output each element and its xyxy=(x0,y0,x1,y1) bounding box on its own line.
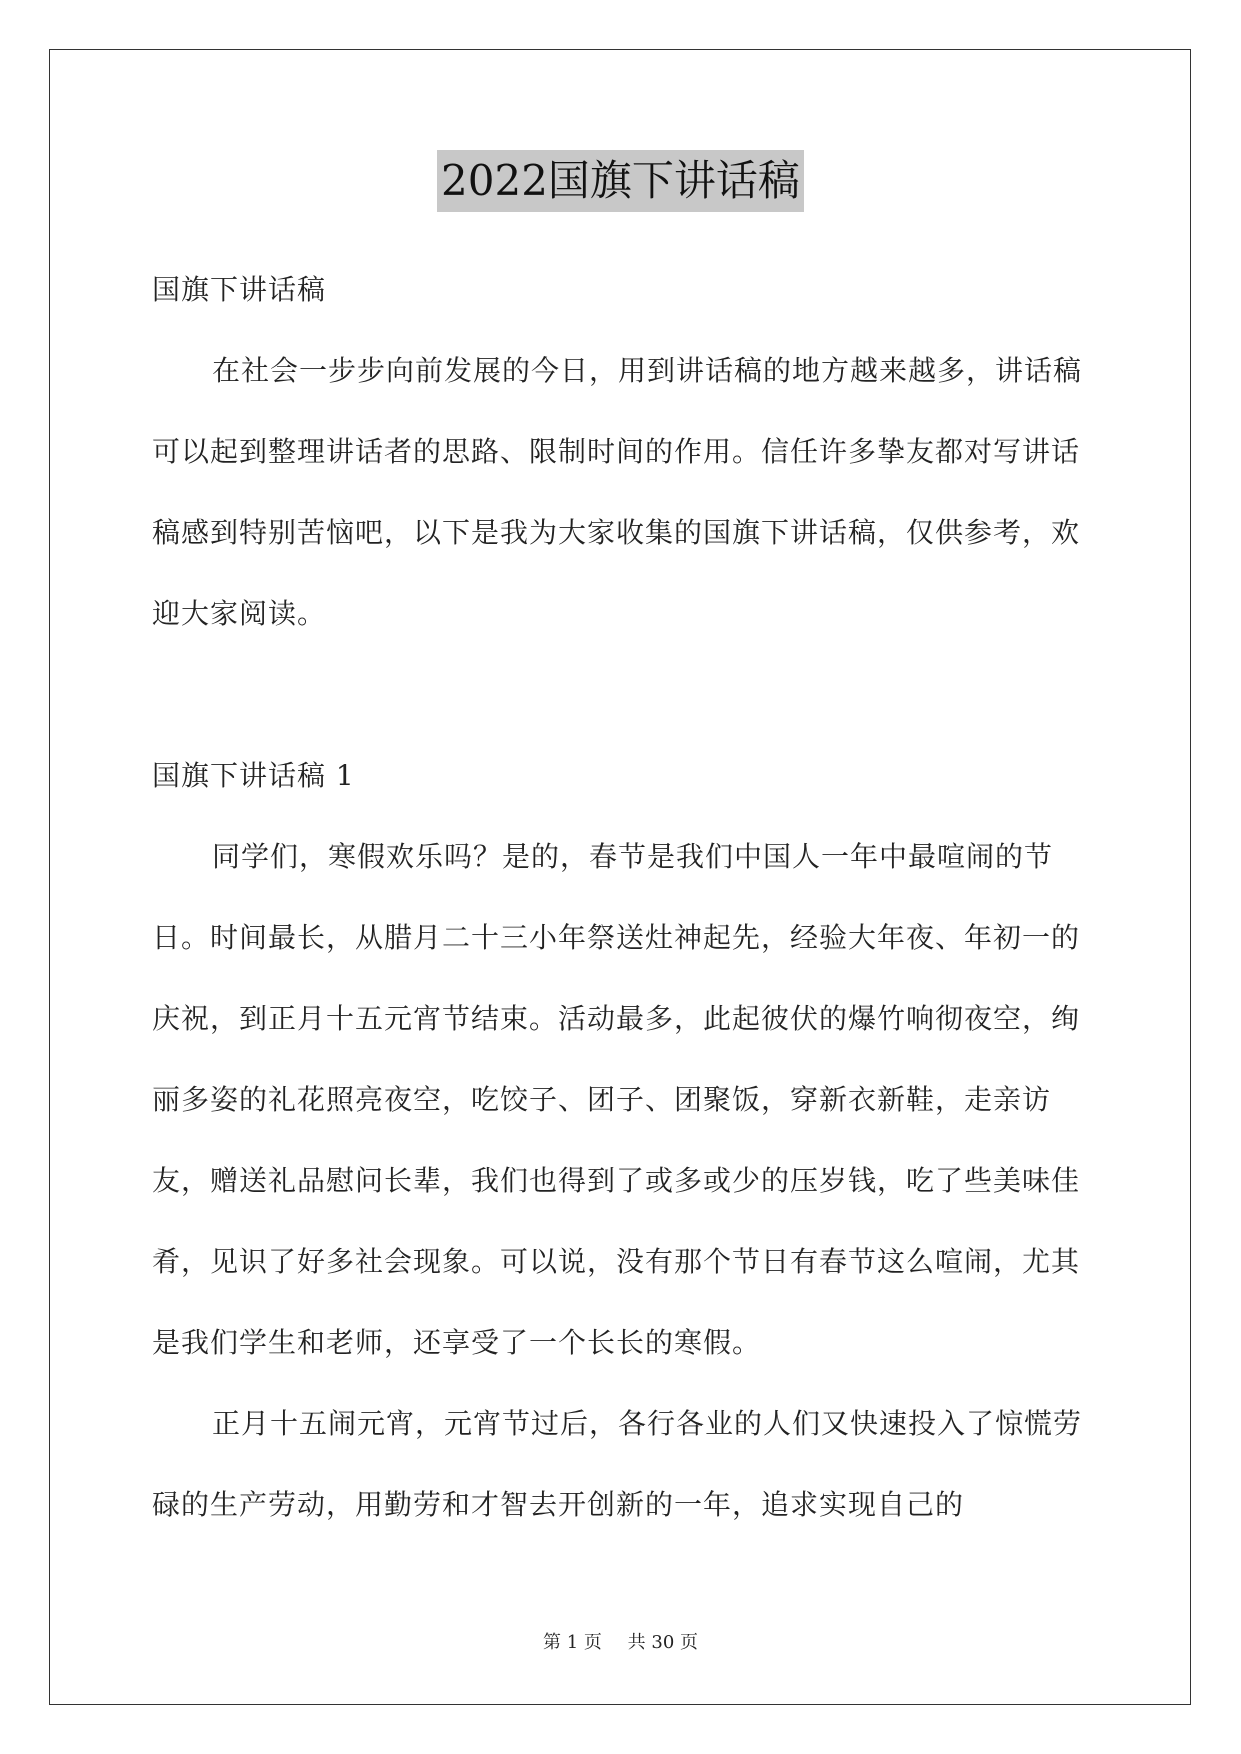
document-title xyxy=(0,150,1241,212)
section-paragraph: 同学们，寒假欢乐吗？是的，春节是我们中国人一年中最喧闹的节日。时间最长，从腊月二十三小年祭送灶神起先，经验大年夜、年初一的庆祝，到正月十五元宵节结束。活动最多，此起彼伏的爆竹响彻夜空，绚丽多姿的礼花照亮夜空，吃饺子、团子、团聚饭，穿新衣新鞋，走亲访友，赠送礼品慰问长辈，我们也得到了或多或少的压岁钱，吃了些美味佳肴，见识了好多社会现象。可以说，没有那个节日有春节这么喧闹，尤其是我们学生和老师，还享受了一个长长的寒假。 xyxy=(152,840,1081,1359)
page-footer xyxy=(0,1628,1241,1654)
page-total: 共 30 页 xyxy=(627,1632,698,1653)
section-spacer xyxy=(152,654,1092,736)
intro-paragraph: 在社会一步步向前发展的今日，用到讲话稿的地方越来越多，讲话稿可以起到整理讲话者的思路、限制时间的作用。信任许多挚友都对写讲话稿感到特别苦恼吧，以下是我为大家收集的国旗下讲话稿，仅供参考，欢迎大家阅读。 xyxy=(152,354,1083,630)
document-title-text: 2022国旗下讲话稿 xyxy=(437,150,804,212)
intro-heading: 国旗下讲话稿 xyxy=(152,273,327,306)
section-heading: 国旗下讲话稿 1 xyxy=(152,759,355,792)
section-paragraph: 正月十五闹元宵，元宵节过后，各行各业的人们又快速投入了惊慌劳碌的生产劳动，用勤劳和才智去开创新的一年，追求实现自己的 xyxy=(152,1407,1083,1521)
page-number: 第 1 页 xyxy=(543,1632,602,1653)
document-body xyxy=(152,250,1092,1545)
